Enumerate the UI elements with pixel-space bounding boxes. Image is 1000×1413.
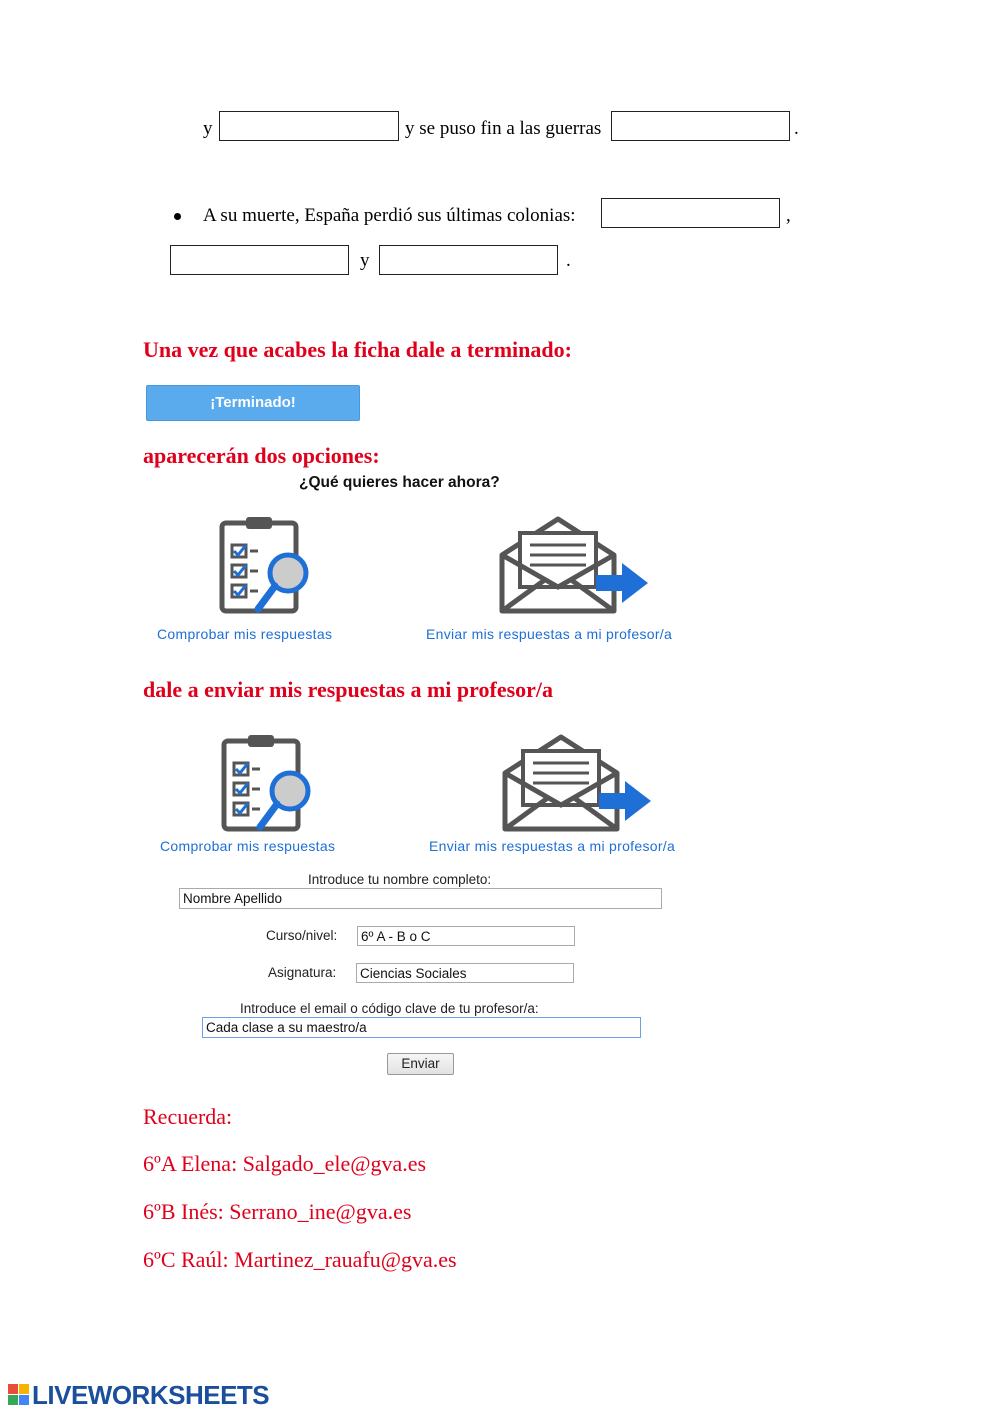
subject-field[interactable]: Ciencias Sociales bbox=[356, 963, 574, 983]
line1-y: y bbox=[203, 118, 213, 139]
subject-label: Asignatura: bbox=[268, 965, 337, 980]
check-answers-label[interactable]: Comprobar mis respuestas bbox=[160, 838, 336, 854]
send-button[interactable]: Enviar bbox=[387, 1053, 454, 1075]
reminder-title: Recuerda: bbox=[143, 1104, 233, 1129]
check-answers-label[interactable]: Comprobar mis respuestas bbox=[157, 626, 333, 642]
instruction-finish: Una vez que acabes la ficha dale a terminado: bbox=[143, 337, 572, 362]
name-field[interactable]: Nombre Apellido bbox=[179, 888, 662, 909]
instruction-send: dale a enviar mis respuestas a mi profesor/a bbox=[143, 677, 554, 702]
instruction-options: aparecerán dos opciones: bbox=[143, 443, 380, 468]
answer-field-1[interactable] bbox=[219, 111, 399, 141]
bullet-y: y bbox=[360, 250, 370, 271]
send-answers-label[interactable]: Enviar mis respuestas a mi profesor/a bbox=[429, 838, 676, 854]
send-answers-label[interactable]: Enviar mis respuestas a mi profesor/a bbox=[426, 626, 673, 642]
line1-period: . bbox=[794, 118, 799, 139]
bullet-period: . bbox=[566, 250, 571, 271]
course-field[interactable]: 6º A - B o C bbox=[357, 926, 575, 946]
reminder-line: 6ºB Inés: Serrano_ine@gva.es bbox=[143, 1199, 412, 1224]
brand-name: LIVEWORKSHEETS bbox=[32, 1379, 270, 1410]
bullet-text: A su muerte, España perdió sus últimas colonias: bbox=[203, 205, 576, 226]
envelope-send-icon[interactable] bbox=[501, 733, 653, 833]
clipboard-search-icon[interactable] bbox=[220, 733, 316, 833]
email-label: Introduce el email o código clave de tu profesor/a: bbox=[240, 1001, 539, 1016]
answer-field-3[interactable] bbox=[601, 198, 780, 228]
answer-field-2[interactable] bbox=[611, 111, 790, 141]
footer-logo bbox=[8, 1380, 269, 1410]
envelope-send-icon[interactable] bbox=[498, 515, 650, 615]
finish-button[interactable]: ¡Terminado! bbox=[146, 385, 360, 421]
email-field[interactable]: Cada clase a su maestro/a bbox=[202, 1017, 641, 1038]
name-label: Introduce tu nombre completo: bbox=[308, 872, 492, 887]
answer-field-4[interactable] bbox=[170, 245, 349, 275]
clipboard-search-icon[interactable] bbox=[218, 515, 314, 615]
reminder-line: 6ºA Elena: Salgado_ele@gva.es bbox=[143, 1151, 427, 1176]
answer-field-5[interactable] bbox=[379, 245, 558, 275]
reminder-line: 6ºC Raúl: Martinez_rauafu@gva.es bbox=[143, 1247, 457, 1272]
options-panel-title: ¿Qué quieres hacer ahora? bbox=[299, 474, 500, 491]
liveworksheets-logo-icon bbox=[8, 1384, 30, 1406]
line1-text: y se puso fin a las guerras bbox=[405, 118, 602, 139]
course-label: Curso/nivel: bbox=[266, 928, 338, 943]
bullet-comma: , bbox=[786, 205, 791, 226]
bullet-dot bbox=[174, 213, 181, 220]
